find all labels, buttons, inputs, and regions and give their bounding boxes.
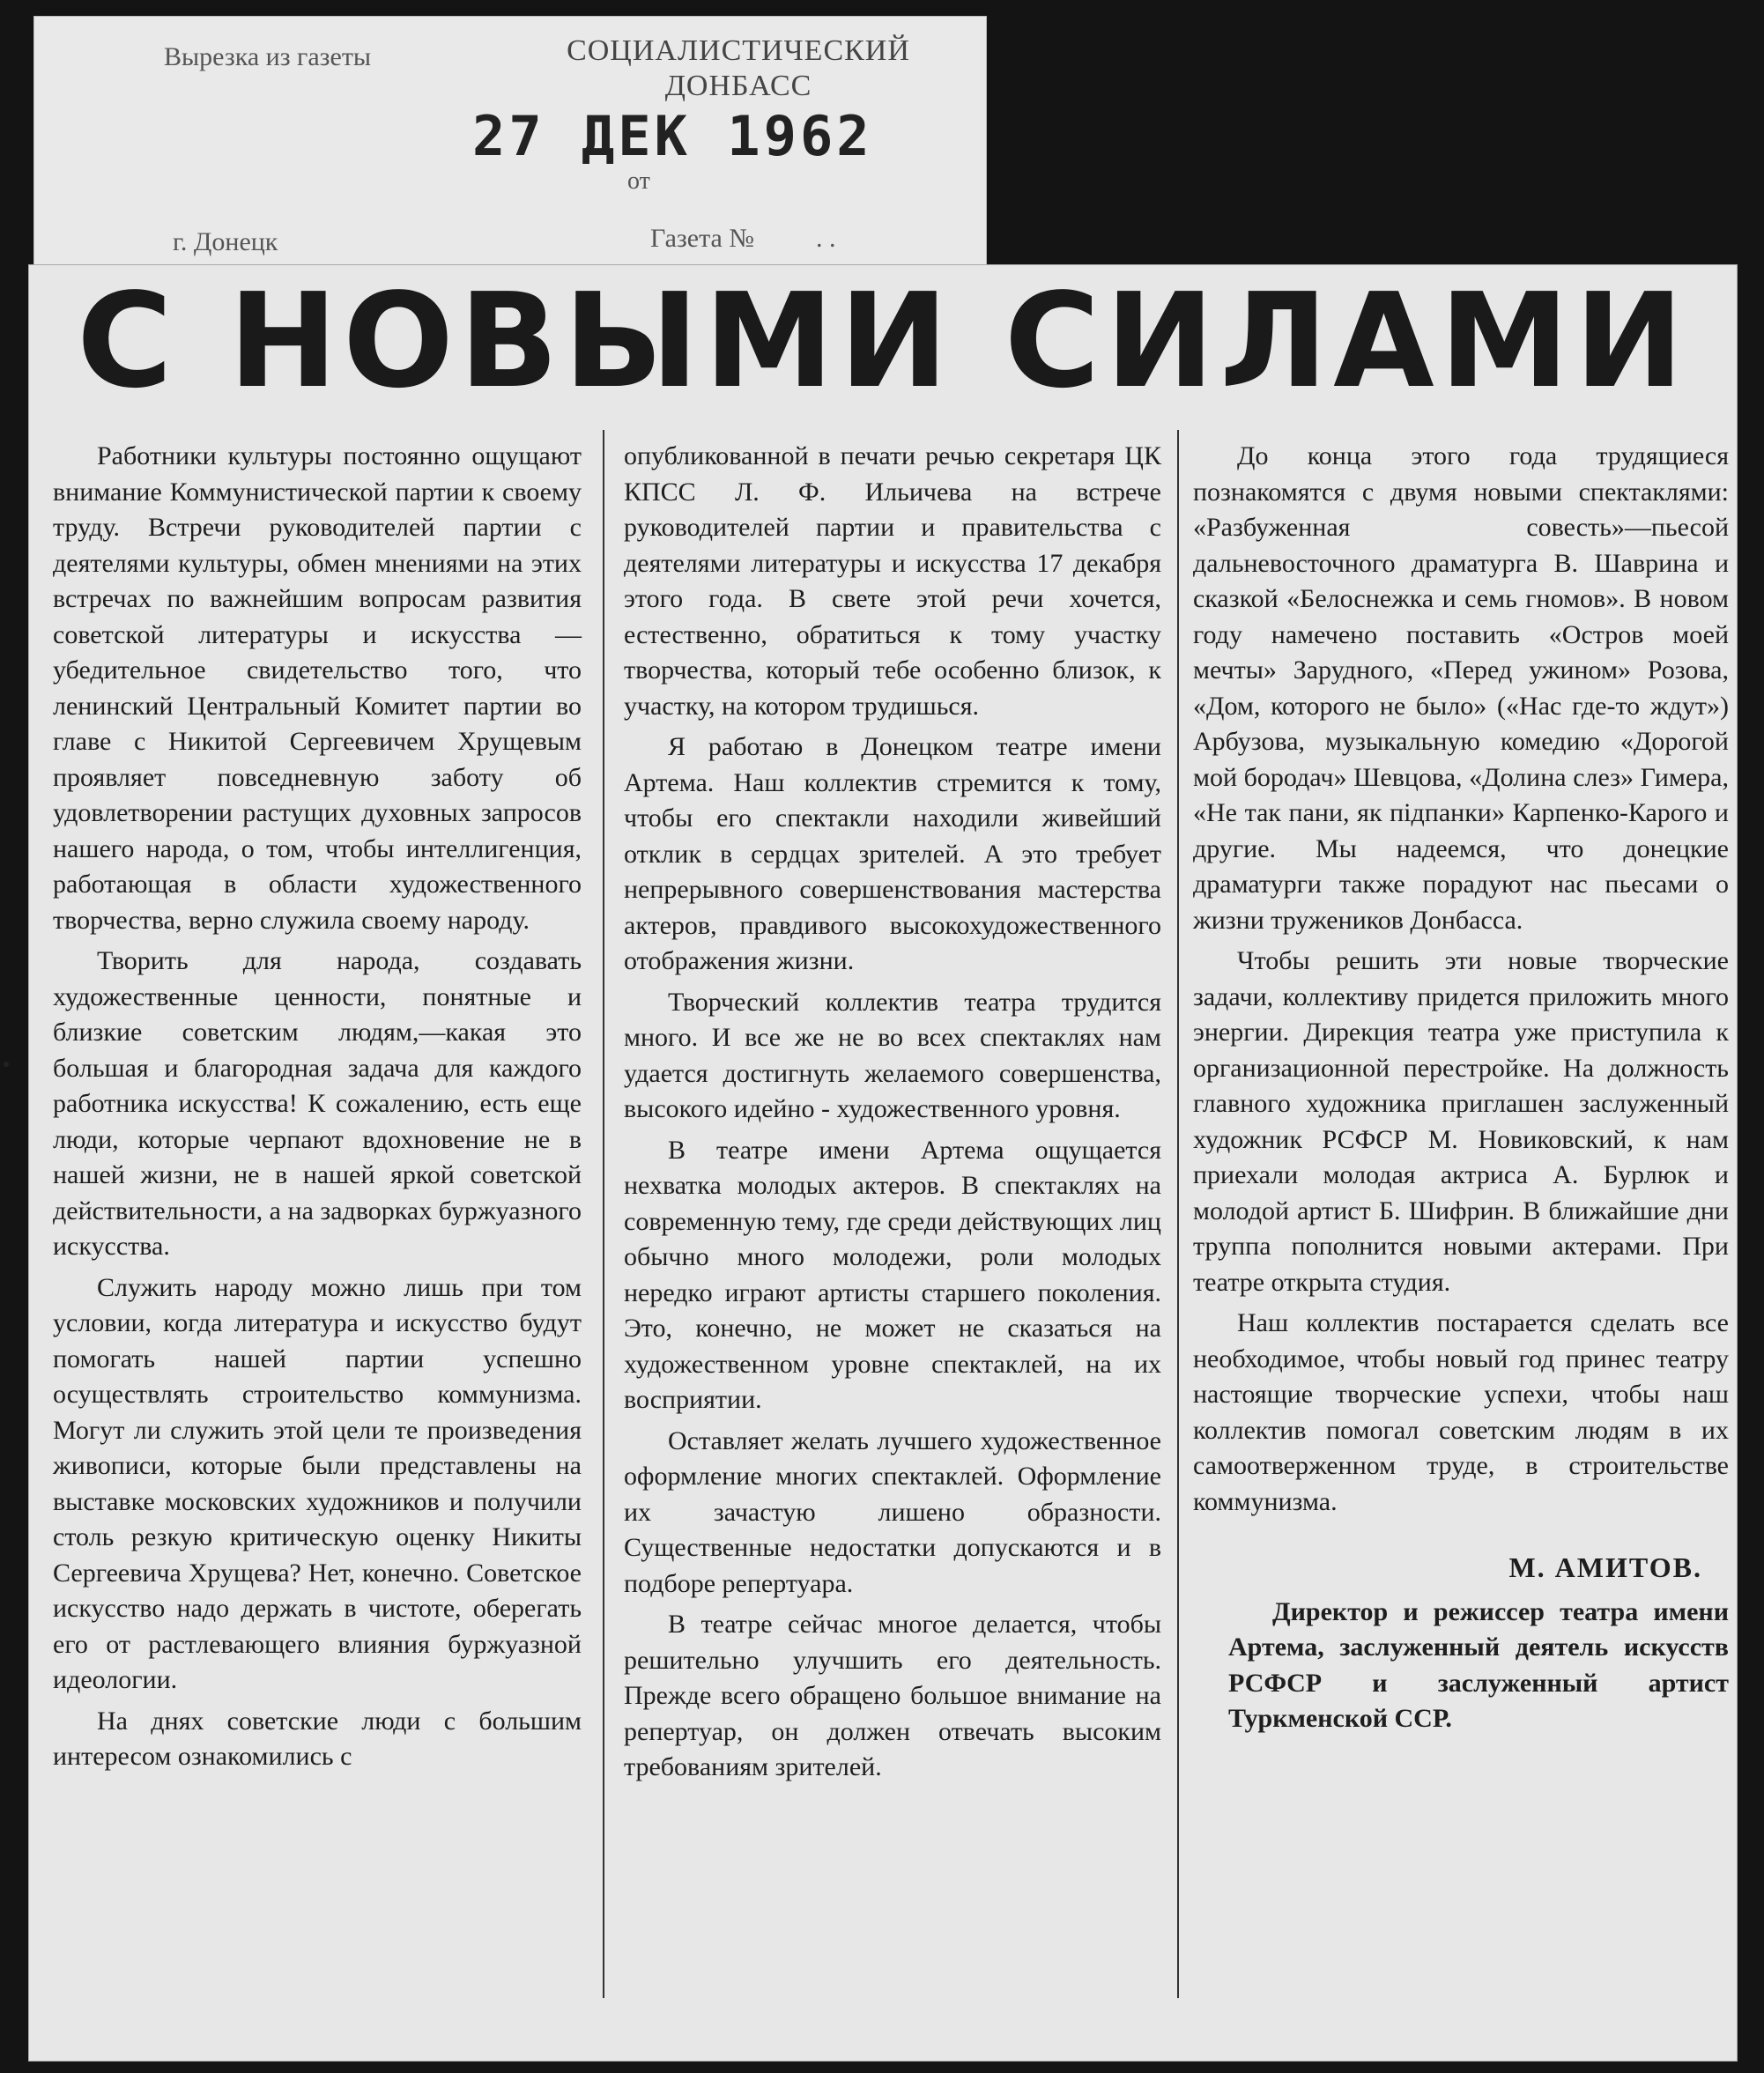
column-divider-2 [1177,430,1179,1998]
paragraph: Чтобы решить эти новые творческие задачи, коллективу придется приложить много энергии. Дирекция театра уже приступила к организационной перестройке. На должность главного художника приглашен заслуженный художник РСФСР М. Новиковский, к нам приехали молодая актриса А. Бурлюк и молодой артист Б. Шифрин. В ближайшие дни труппа пополнится новыми актерами. При театре открыта студия. [1193,946,1729,1297]
paragraph: опубликованной в печати речью секретаря ЦК КПСС Л. Ф. Ильичева на встрече руководителей партии и правительства с деятелями литературы и искусства 17 декабря этого года. В свете этой речи хочется, естественно, обратиться к тому участку творчества, который тебе особенно близок, к участку, на котором трудишься. [624,441,1161,721]
paragraph: В театре сейчас многое делается, чтобы решительно улучшить его деятельность. Прежде всего обращено большое внимание на репертуар, он должен отвечать высоким требованиям зрителей. [624,1610,1161,1781]
clipping-label [33,16,987,280]
article-column-3 [1193,439,1729,1743]
paragraph: Творить для народа, создавать художественные ценности, понятные и близкие советским людям,—какая это большая и благородная задача для каждого работника искусства! К сожалению, есть еще люди, которые черпают вдохновение не в нашей жизни, не в нашей яркой советской действительности, а на задворках буржуазного искусства. [53,946,582,1261]
speck [4,1062,9,1067]
paragraph: В театре имени Артема ощущается нехватка молодых актеров. В спектаклях на современную тему, где среди действующих лиц обычно много молодежи, роли молодых нередко играют артисты старшего поколения. Это, конечно, не может не сказаться на художественном уровне спектаклей, на их восприятии. [624,1135,1161,1414]
column-divider-1 [603,430,604,1998]
author-signature: М. АМИТОВ. [1508,1551,1702,1583]
label-newspaper-line2: ДОНБАСС [664,70,812,102]
paragraph: Я работаю в Донецком театре имени Артема. Наш коллектив стремится к тому, чтобы его спектакли находили живейший отклик в сердцах зрителей. А это требует непрерывного совершенствования мастерства актеров, правдивого высокохудожественного отображения жизни. [624,732,1161,975]
label-newspaper-name [527,33,950,104]
paragraph: Наш коллектив постарается сделать все необходимое, чтобы новый год принес театру настоящие творческие успехи, чтобы наш коллектив помогал советским людям в их самоотверженном труде, в строительстве коммунизма. [1193,1308,1729,1516]
paragraph: Оставляет желать лучшего художественное оформление многих спектаклей. Оформление их зачастую лишено образности. Существенные недостатки допускаются и в подборе репертуара. [624,1425,1161,1598]
label-gazeta-text: Газета № [650,224,754,253]
article-column-2 [624,439,1161,1791]
label-cutout-text: Вырезка из газеты [164,42,372,71]
label-dots: . . [816,224,836,253]
paragraph: Творческий коллектив театра трудится много. И все же не во всех спектаклях нам удается достигнуть желаемого совершенства, высокого идейно - художественного уровня. [624,987,1161,1123]
label-city-text: г. Донецк [173,227,278,256]
article-column-1 [53,439,582,1781]
paragraph: Работники культуры постоянно ощущают внимание Коммунистической партии к своему труду. Встречи руководителей партии с деятелями культуры, обмен мнениями на этих встречах по важнейшим вопросам развития советской литературы и искусства — убедительное свидетельство того, что ленинский Центральный Комитет партии во главе с Никитой Сергеевичем Хрущевым проявляет повседневную заботу об удовлетворении растущих духовных запросов нашего народа, о том, чтобы интеллигенция, работающая в области художественного творчества, верно служила своему народу. [53,441,582,935]
paragraph: На днях советские люди с большим интересом ознакомились с [53,1706,582,1771]
paragraph: До конца этого года трудящиеся познакомятся с двумя новыми спектаклями: «Разбуженная совесть»—пьесой дальневосточного драматурга В. Шаврина и сказкой «Белоснежка и семь гномов». В новом году намечено поставить «Остров моей мечты» Зарудного, «Перед ужином» Розова, «Дом, которого не было» («Нас где-то ждут») Арбузова, музыкальную комедию «Дорогой мой бородач» Шевцова, «Долина слез» Гимера, «Не так пани, як підпанки» Карпенко-Карого и другие. Мы надеемся, что донецкие драматурги также порадуют нас пьесами о жизни тружеников Донбасса. [1193,441,1729,935]
author-position: Директор и режиссер театра имени Артема, заслуженный деятель искусств РСФСР и заслуженный артист Туркменской ССР. [1228,1596,1729,1733]
paragraph: Служить народу можно лишь при том условии, когда литература и искусство будут помогать нашей партии успешно осуществлять строительство коммунизма. Могут ли служить этой цели те произведения живописи, которые были представлены на выставке московских художников и получили столь резкую критическую оценку Никиты Сергеевича Хрущева? Нет, конечно. Советское искусство надо держать в чистоте, оберегать его от растлевающего влияния буржуазной идеологии. [53,1272,582,1694]
label-from-text: от [627,167,650,195]
date-stamp: 27 ДЕК 1962 [472,104,873,168]
article-clipping [28,264,1738,2062]
article-headline: С НОВЫМИ СИЛАМИ [77,265,1689,417]
label-newspaper-line1: СОЦИАЛИСТИЧЕСКИЙ [567,34,910,67]
